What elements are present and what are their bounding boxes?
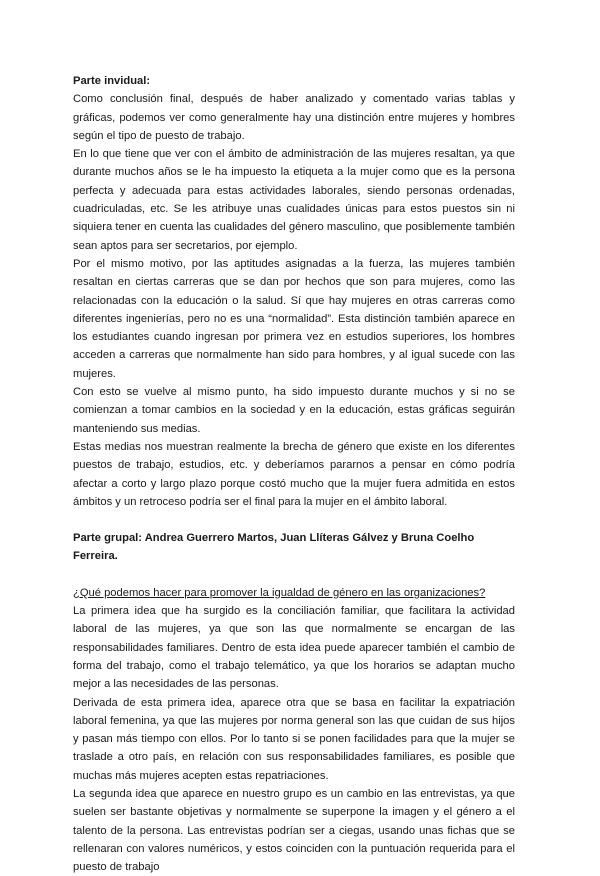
individual-paragraph-4: Con esto se vuelve al mismo punto, ha sido impuesto durante muchos y si no se comienzan a tomar cambios en la sociedad y en la educación, estas gráficas seguirán manteniendo sus medias. [73,386,515,435]
section-spacer [73,566,515,584]
group-heading: Parte grupal: Andrea Guerrero Martos, Juan Llíteras Gálvez y Bruna Coelho Ferreira. [73,532,475,563]
individual-paragraph-2: En lo que tiene que ver con el ámbito de administración de las mujeres resaltan, ya que durante muchos años se le ha impuesto la etiqueta a la mujer como que es la persona perfecta y adecuada para estas actividades laborales, siendo personas ordenadas, cuadriculadas, etc. Se les atribuye unas cualidades únicas para estos puestos sin ni siquiera tener en cuenta las cualidades del género masculino, que posiblemente también sean aptos para ser secretarios, por ejemplo. [73,148,515,252]
group-question: ¿Qué podemos hacer para promover la igualdad de género en las organizaciones? [73,586,486,599]
group-paragraph-2: Derivada de esta primera idea, aparece otra que se basa en facilitar la expatriación laboral femenina, ya que las mujeres por norma general son las que cuidan de sus hijos y pasan más tiempo con ellos. Por lo tanto si se ponen facilidades para que la mujer se traslade a otro país, en relación con sus responsabilidades familiares, es posible que muchas más mujeres acepten estas repatriaciones. [73,696,515,782]
individual-paragraph-1: Como conclusión final, después de haber analizado y comentado varias tablas y gráficas, podemos ver como generalmente hay una distinción entre mujeres y hombres según el tipo de puesto de trabajo. [73,93,515,142]
section-spacer [73,511,515,529]
group-paragraph-3: La segunda idea que aparece en nuestro grupo es un cambio en las entrevistas, ya que suelen ser bastante objetivas y normalmente se superpone la imagen y el género a el talento de la persona. Las entrevistas podrían ser a ciegas, usando unas fichas que se rellenaran con valores numéricos, y estos coinciden con la puntuación requerida para el puesto de trabajo [73,787,515,874]
group-paragraph-1: La primera idea que ha surgido es la conciliación familiar, que facilitara la actividad laboral de las mujeres, ya que son las que normalmente se encargan de las responsabilidades familiares. Dentro de esta idea puede aparecer también el cambio de forma del trabajo, como el trabajo telemático, ya que los horarios se adaptan mucho mejor a las necesidades de las personas. [73,605,515,691]
individual-paragraph-3: Por el mismo motivo, por las aptitudes asignadas a la fuerza, las mujeres también resaltan en ciertas carreras que se dan por hechos que son para mujeres, como las relacionadas con la educación o la salud. Sí que hay mujeres en otras carreras como diferentes ingenierías, pero no es una “normalidad”. Esta distinción también aparece en los estudiantes cuando ingresan por primera vez en estudios superiores, los hombres acceden a carreras que normalmente han sido para hombres, y al igual sucede con las mujeres. [73,257,515,380]
individual-heading: Parte invidual: [73,75,151,87]
document-page [73,72,515,876]
individual-paragraph-5: Estas medias nos muestran realmente la brecha de género que existe en los diferentes puestos de trabajo, estudios, etc. y deberíamos pararnos a pensar en cómo podría afectar a corto y largo plazo porque costó mucho que la mujer fuera admitida en estos ámbitos y un retroceso podría ser el final para la mujer en el ámbito laboral. [73,440,515,508]
